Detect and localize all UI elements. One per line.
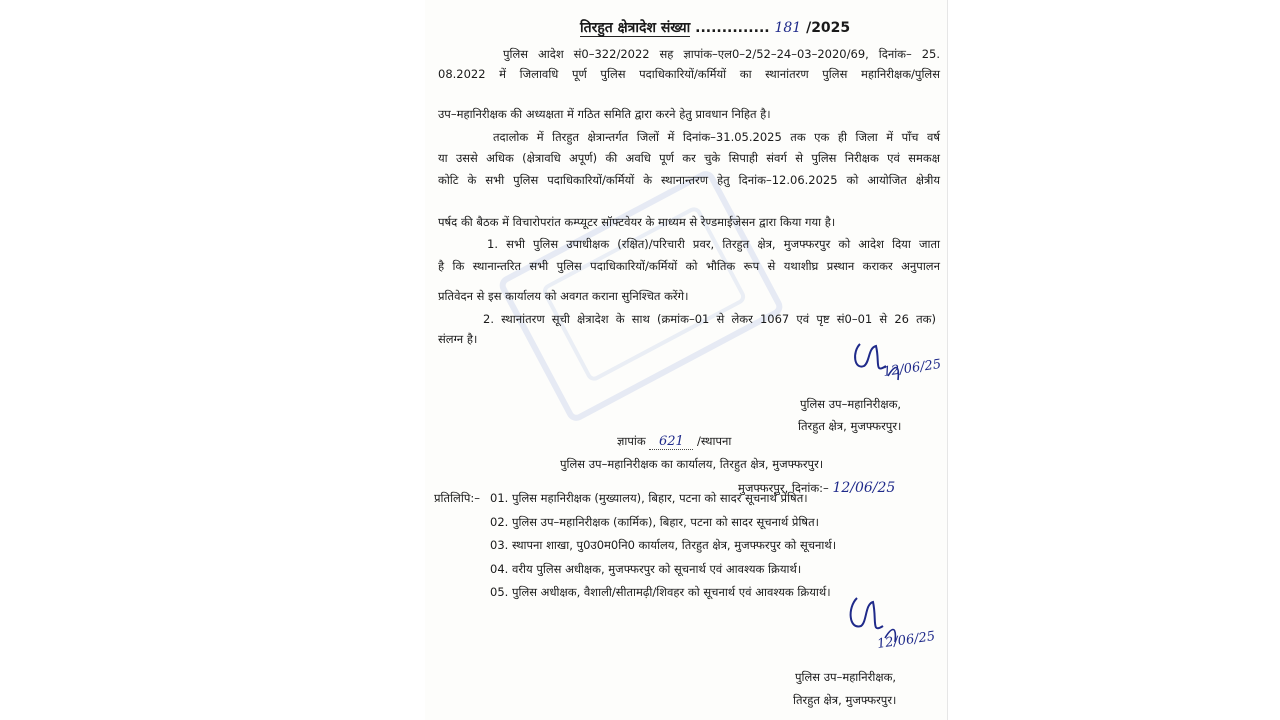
order-title-year: /2025 [806, 20, 851, 36]
copy-item-3: 03. स्थापना शाखा, पु0उ0म0नि0 कार्यालय, तिरहुत क्षेत्र, मुजफ्फरपुर को सूचनार्थ। [490, 538, 837, 552]
item1-line2: है कि स्थानान्तरित सभी पुलिस पदाधिकारियों/कर्मियों को भौतिक रूप से यथाशीघ्र प्रस्थान कराकर अनुपालन [438, 259, 940, 273]
item2-line2: संलग्न है। [438, 332, 478, 346]
para2-line4: पर्षद की बैठक में विचारोपरांत कम्प्यूटर सॉफ्टवेयर के माध्यम से रेण्डमाईजेसन द्वारा किया गया है। [438, 215, 836, 229]
copy-item-5: 05. पुलिस अधीक्षक, वैशाली/सीतामढ़ी/शिवहर को सूचनार्थ एवं आवश्यक क्रियार्थ। [490, 585, 831, 599]
order-number-handwritten: 181 [774, 20, 802, 36]
item1-line3: प्रतिवेदन से इस कार्यालय को अवगत कराना सुनिश्चित करेंगे। [438, 289, 689, 303]
signature-2-office: तिरहुत क्षेत्र, मुजफ्फरपुर। [793, 693, 897, 707]
para2-line3: कोटि के सभी पुलिस पदाधिकारियों/कर्मियों के स्थानान्तरण हेतु दिनांक–12.06.2025 को आयोजित क्षेत्रीय [438, 173, 940, 187]
signature-1-office: तिरहुत क्षेत्र, मुजफ्फरपुर। [798, 419, 902, 433]
memo-date-handwritten: 12/06/25 [832, 480, 896, 496]
signature-1-date: 12/06/25 [882, 357, 943, 380]
signature-1-designation: पुलिस उप–महानिरीक्षक, [800, 397, 902, 411]
para1-line2: 08.2022 में जिलावधि पूर्ण पुलिस पदाधिकारियों/कर्मियों का स्थानांतरण पुलिस महानिरीक्षक/पुलिस [438, 67, 940, 81]
copy-item-4: 04. वरीय पुलिस अधीक्षक, मुजफ्फरपुर को सूचनार्थ एवं आवश्यक क्रियार्थ। [490, 562, 802, 576]
para1-line1: पुलिस आदेश सं0–322/2022 सह ज्ञापांक–एल0–2/52–24–03–2020/69, दिनांक– 25. [503, 47, 940, 61]
memo-office: पुलिस उप–महानिरीक्षक का कार्यालय, तिरहुत क्षेत्र, मुजफ्फरपुर। [560, 457, 824, 471]
order-title [580, 18, 850, 37]
order-title-text: तिरहुत क्षेत्रादेश संख्या [580, 20, 691, 36]
order-title-dots: .............. [695, 20, 770, 36]
memo-place-date-label: मुजफ्फरपुर, दिनांक:– [738, 481, 829, 495]
memo-line [617, 434, 731, 450]
signature-2-date: 12/06/25 [876, 629, 937, 652]
memo-prefix: ज्ञापांक [617, 434, 646, 448]
copy-item-2: 02. पुलिस उप–महानिरीक्षक (कार्मिक), बिहार, पटना को सादर सूचनार्थ प्रेषित। [490, 515, 819, 529]
document-page [425, 0, 948, 720]
signature-2-designation: पुलिस उप–महानिरीक्षक, [795, 670, 897, 684]
para2-line1: तदालोक में तिरहुत क्षेत्रान्तर्गत जिलों में दिनांक–31.05.2025 तक एक ही जिला में पाँच वर्ष [493, 130, 940, 144]
para2-line2: या उससे अधिक (क्षेत्रावधि अपूर्ण) की अवधि पूर्ण कर चुके सिपाही संवर्ग से पुलिस निरीक्षक एवं समकक्ष [438, 151, 940, 165]
memo-suffix: /स्थापना [697, 434, 732, 448]
copy-item-1: 01. पुलिस महानिरीक्षक (मुख्यालय), बिहार, पटना को सादर सूचनार्थ प्रेषित। [490, 491, 808, 505]
memo-number-handwritten: 621 [649, 435, 693, 450]
copies-label: प्रतिलिपि:– [434, 491, 480, 505]
para1-line3: उप–महानिरीक्षक की अध्यक्षता में गठित समिति द्वारा करने हेतु प्रावधान निहित है। [438, 107, 771, 121]
item1-line1: 1. सभी पुलिस उपाधीक्षक (रक्षित)/परिचारी प्रवर, तिरहुत क्षेत्र, मुजफ्फरपुर को आदेश दिया जाता [487, 237, 940, 251]
item2-line1: 2. स्थानांतरण सूची क्षेत्रादेश के साथ (क्रमांक–01 से लेकर 1067 एवं पृष्ट सं0–01 से 26 तक) [483, 312, 936, 326]
